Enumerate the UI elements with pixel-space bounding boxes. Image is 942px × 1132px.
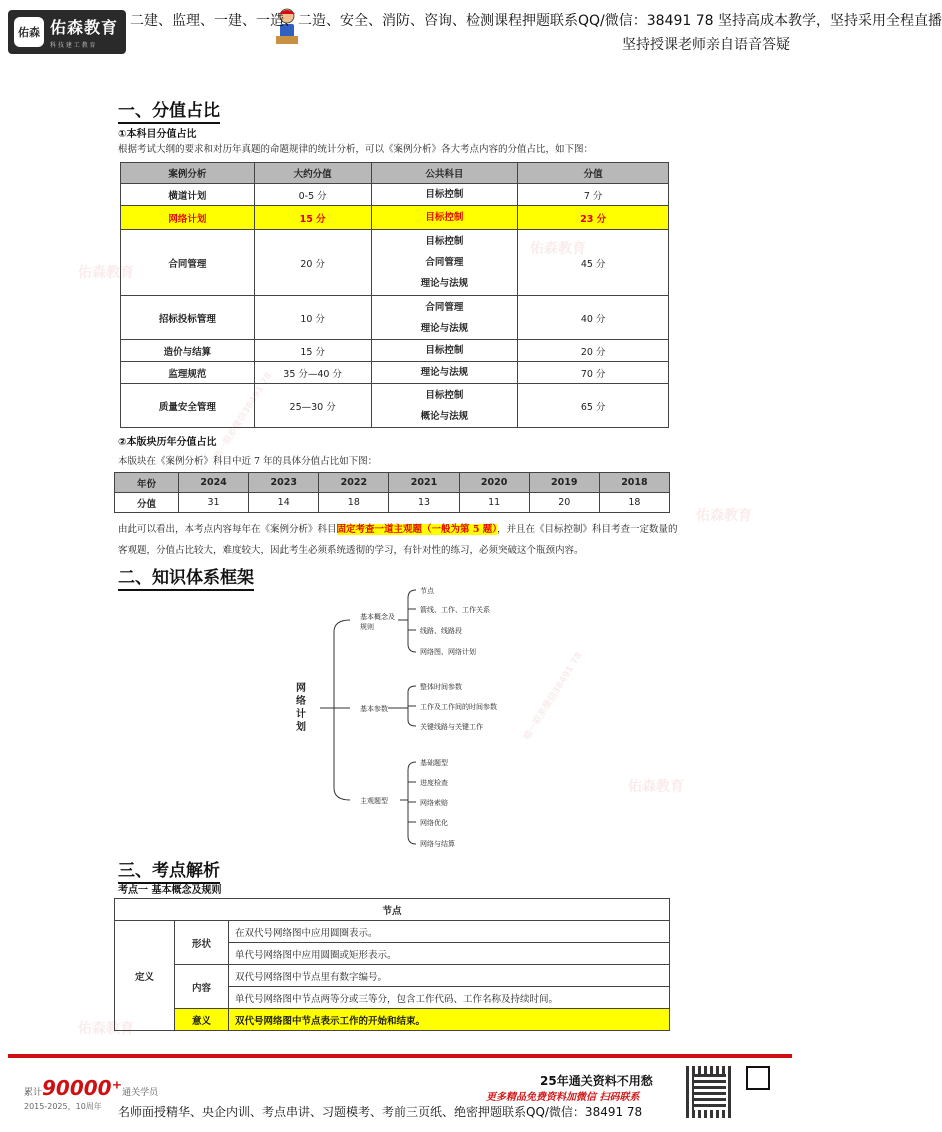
subject-name: 目标控制 bbox=[425, 236, 464, 247]
conclusion-paragraph bbox=[118, 519, 678, 561]
topic-cell: 监理规范 bbox=[121, 362, 255, 384]
topic-cell: 网络计划 bbox=[121, 206, 255, 230]
logo-main-text: 佑森教育 bbox=[50, 18, 119, 37]
attribute-key: 内容 bbox=[175, 965, 229, 1009]
subject-name: 目标控制 bbox=[425, 212, 464, 223]
year-cell: 2021 bbox=[389, 473, 459, 493]
footer-services: 名师面授精华、央企内训、考点串讲、习题模考、考前三页纸、绝密押题联系QQ/微信：38491 78 bbox=[118, 1105, 643, 1119]
value-cell: 7 分 bbox=[518, 184, 669, 206]
attribute-key: 意义 bbox=[175, 1009, 229, 1031]
subject-name: 合同管理 bbox=[425, 257, 464, 268]
watermark-brand: 佑森教育 bbox=[530, 241, 586, 257]
year-score-table bbox=[114, 472, 670, 513]
section-title-3: 三、考点解析 bbox=[118, 856, 220, 884]
subsection-title: ②本版块历年分值占比 bbox=[118, 437, 217, 448]
conclusion-highlight: 固定考查一道主观题（一般为第 5 题） bbox=[336, 524, 497, 535]
value-cell: 70 分 bbox=[518, 362, 669, 384]
subject-name: 目标控制 bbox=[425, 389, 464, 401]
concept-table bbox=[114, 898, 670, 1031]
topic-cell: 造价与结算 bbox=[121, 340, 255, 362]
year-score-cell: 13 bbox=[389, 493, 459, 513]
value-cell: 65 分 bbox=[518, 384, 669, 428]
score-row bbox=[121, 230, 669, 296]
score-row bbox=[121, 296, 669, 340]
subject-cell bbox=[371, 206, 518, 230]
year-label: 年份 bbox=[115, 473, 179, 493]
subject-name: 理论与法规 bbox=[420, 322, 469, 334]
student-count-suffix: 通关学员 bbox=[122, 1088, 159, 1098]
subsection-title: 考点一 基本概念及规则 bbox=[118, 885, 222, 896]
section-title-1: 一、分值占比 bbox=[118, 96, 220, 124]
subject-name: 概论与法规 bbox=[420, 410, 469, 422]
subject-cell bbox=[371, 296, 518, 340]
mindmap-leaf: 网络与结算 bbox=[420, 840, 455, 848]
mindmap-branch: 主观题型 bbox=[360, 797, 388, 805]
intro-paragraph-2: 本版块在《案例分析》科目中近 7 年的具体分值占比如下图： bbox=[118, 456, 378, 467]
value-cell: 20 分 bbox=[518, 340, 669, 362]
value-cell: 45 分 bbox=[518, 230, 669, 296]
student-count-prefix: 累计 bbox=[24, 1088, 43, 1098]
mindmap-leaf: 关键线路与关键工作 bbox=[420, 723, 483, 731]
page-header bbox=[0, 0, 942, 64]
mindmap-leaf: 节点 bbox=[420, 587, 434, 595]
score-row bbox=[121, 206, 669, 230]
definition-cell: 定义 bbox=[115, 921, 175, 1031]
year-score-cell: 18 bbox=[599, 493, 669, 513]
mindmap-connectors bbox=[290, 582, 550, 852]
watermark-brand: 佑森教育 bbox=[696, 508, 752, 524]
attribute-value: 双代号网络图中节点表示工作的开始和结束。 bbox=[229, 1009, 670, 1031]
subject-cell bbox=[371, 362, 518, 384]
conclusion-text: 由此可以看出，本考点内容每年在《案例分析》科目 bbox=[118, 524, 337, 535]
year-cell: 2019 bbox=[529, 473, 599, 493]
mindmap-leaf: 网络优化 bbox=[420, 819, 448, 827]
year-score-cell: 31 bbox=[179, 493, 249, 513]
value-cell: 40 分 bbox=[518, 296, 669, 340]
watermark-brand: 佑森教育 bbox=[78, 1021, 134, 1037]
mindmap-branch: 基本参数 bbox=[360, 705, 388, 713]
attribute-value: 双代号网络图中节点里有数字编号。 bbox=[229, 965, 670, 987]
year-score-cell: 18 bbox=[319, 493, 389, 513]
year-cell: 2024 bbox=[179, 473, 249, 493]
subject-name: 理论与法规 bbox=[420, 367, 469, 378]
score-cell: 25—30 分 bbox=[254, 384, 371, 428]
watermark-brand: 佑森教育 bbox=[78, 265, 134, 281]
col-header: 案例分析 bbox=[121, 163, 255, 184]
mindmap-leaf: 网络图、网络计划 bbox=[420, 648, 476, 656]
score-table bbox=[120, 162, 669, 428]
knowledge-mindmap bbox=[290, 582, 550, 852]
year-cell: 2022 bbox=[319, 473, 389, 493]
conclusion-text: ，并且在《目标控制》科目考查一定数量的客观题，分值占比较大，难度较大，因此考生必须系统透彻的学习，有针对性的练习，必须突破这个瓶颈内容。 bbox=[118, 524, 678, 556]
watermark-contact: 唯一联系微信38491 78 bbox=[522, 650, 585, 742]
score-label: 分值 bbox=[115, 493, 179, 513]
section-title-2: 二、知识体系框架 bbox=[118, 563, 254, 591]
subject-cell bbox=[371, 340, 518, 362]
year-cell: 2020 bbox=[459, 473, 529, 493]
score-cell: 15 分 bbox=[254, 206, 371, 230]
subject-name: 目标控制 bbox=[425, 189, 464, 200]
topic-cell: 质量安全管理 bbox=[121, 384, 255, 428]
subsection-title: ①本科目分值占比 bbox=[118, 129, 197, 140]
col-header: 分值 bbox=[518, 163, 669, 184]
year-score-cell: 11 bbox=[459, 493, 529, 513]
header-slogan-1: 二建、监理、一建、一造、二造、安全、消防、咨询、检测课程押题联系QQ/微信：38491 78 坚持高成本教学，坚持采用全程直播 bbox=[130, 13, 942, 29]
attribute-value: 单代号网络图中应用圆圈或矩形表示。 bbox=[229, 943, 670, 965]
year-cell: 2023 bbox=[249, 473, 319, 493]
concept-table-title: 节点 bbox=[115, 899, 670, 921]
year-score-cell: 14 bbox=[249, 493, 319, 513]
score-cell: 35 分—40 分 bbox=[254, 362, 371, 384]
footer-divider bbox=[8, 1054, 792, 1058]
topic-cell: 合同管理 bbox=[121, 230, 255, 296]
score-row bbox=[121, 362, 669, 384]
mindmap-leaf: 网络索赔 bbox=[420, 799, 448, 807]
brand-logo bbox=[8, 10, 126, 54]
mindmap-leaf: 进度检查 bbox=[420, 779, 448, 787]
mindmap-leaf: 整体时间参数 bbox=[420, 683, 462, 691]
footer-tagline: 25年通关资料不用愁 bbox=[540, 1074, 653, 1088]
subject-name: 合同管理 bbox=[425, 301, 464, 313]
mindmap-leaf: 基础题型 bbox=[420, 759, 448, 767]
intro-paragraph: 根据考试大纲的要求和对历年真题的命题规律的统计分析，可以《案例分析》各大考点内容的分值占比，如下图： bbox=[118, 144, 594, 155]
attribute-key: 形状 bbox=[175, 921, 229, 965]
score-cell: 10 分 bbox=[254, 296, 371, 340]
mindmap-leaf: 箭线、工作、工作关系 bbox=[420, 606, 490, 614]
watermark-brand: 佑森教育 bbox=[628, 779, 684, 795]
topic-cell: 横道计划 bbox=[121, 184, 255, 206]
score-row bbox=[121, 340, 669, 362]
score-cell: 20 分 bbox=[254, 230, 371, 296]
mindmap-branch: 基本概念及规则 bbox=[360, 613, 395, 631]
year-score-cell: 20 bbox=[529, 493, 599, 513]
logo-sub-text: 科 技 建 工 教 育 bbox=[50, 42, 96, 49]
watermark-contact: 唯一联系微信38491 78 bbox=[212, 370, 275, 462]
topic-cell: 招标投标管理 bbox=[121, 296, 255, 340]
student-count-number: 90000⁺ bbox=[42, 1076, 123, 1100]
subject-name: 目标控制 bbox=[425, 345, 464, 356]
student-count bbox=[24, 1076, 158, 1100]
header-slogan-2: 坚持授课老师亲自语音答疑 bbox=[622, 37, 790, 53]
subject-name: 理论与法规 bbox=[420, 278, 469, 289]
anniversary-text: 2015-2025，10周年 bbox=[24, 1102, 102, 1111]
col-header: 公共科目 bbox=[371, 163, 518, 184]
attribute-value: 在双代号网络图中应用圆圈表示。 bbox=[229, 921, 670, 943]
score-row bbox=[121, 384, 669, 428]
mindmap-leaf: 工作及工作间的时间参数 bbox=[420, 703, 497, 711]
year-cell: 2018 bbox=[599, 473, 669, 493]
mindmap-root: 网络计划 bbox=[296, 683, 306, 733]
footer-red-slogan: 更多精品免费资料加微信 扫码联系 bbox=[486, 1092, 640, 1103]
logo-seal: 佑森 bbox=[14, 17, 44, 47]
col-header: 大约分值 bbox=[254, 163, 371, 184]
subject-cell bbox=[371, 184, 518, 206]
attribute-value: 单代号网络图中节点两等分或三等分，包含工作代码、工作名称及持续时间。 bbox=[229, 987, 670, 1009]
score-cell: 15 分 bbox=[254, 340, 371, 362]
mindmap-leaf: 线路、线路段 bbox=[420, 627, 462, 635]
score-row bbox=[121, 184, 669, 206]
value-cell: 23 分 bbox=[518, 206, 669, 230]
qr-corner-icon bbox=[746, 1066, 770, 1090]
score-cell: 0-5 分 bbox=[254, 184, 371, 206]
subject-cell bbox=[371, 230, 518, 296]
qr-code-icon bbox=[686, 1066, 734, 1118]
subject-cell bbox=[371, 384, 518, 428]
